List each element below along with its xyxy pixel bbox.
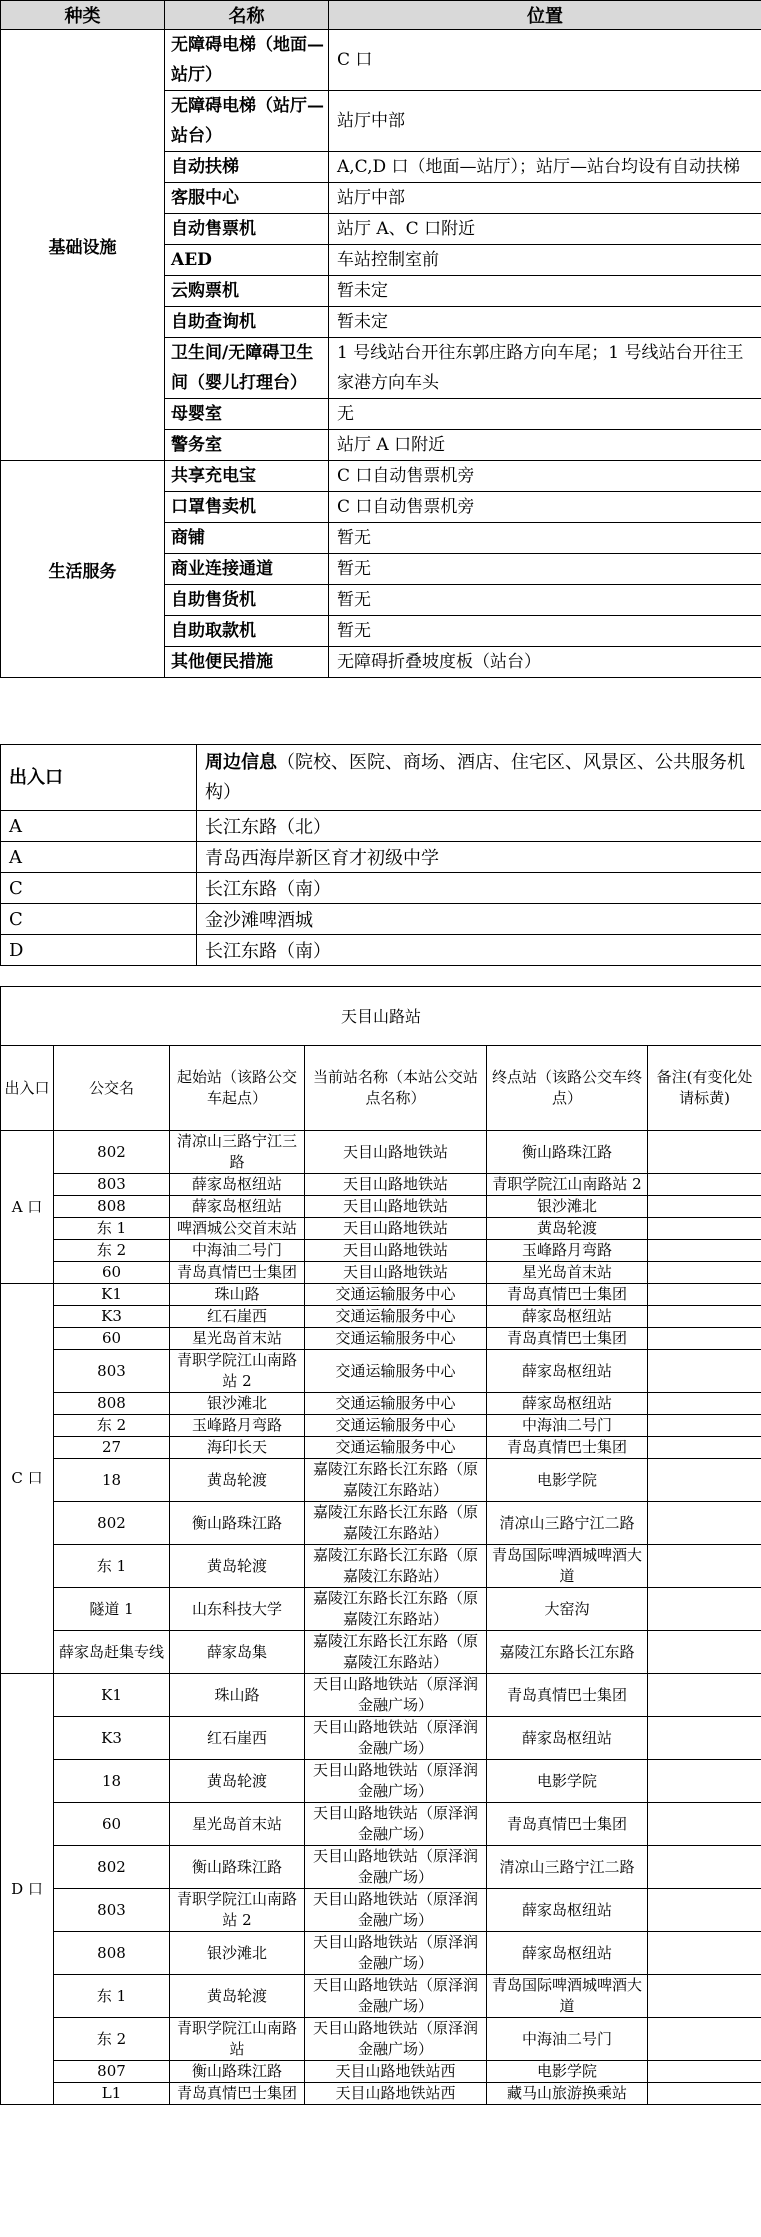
bus-line: K1 <box>54 1284 170 1306</box>
bus-start: 薛家岛集 <box>170 1631 305 1674</box>
bus-end: 薛家岛枢纽站 <box>487 1393 648 1415</box>
bus-line: 803 <box>54 1889 170 1932</box>
bus-current: 交通运输服务中心 <box>305 1393 487 1415</box>
bus-line: 东 2 <box>54 1240 170 1262</box>
bus-start: 青岛真情巴士集团 <box>170 1262 305 1284</box>
bus-row <box>1 1328 761 1350</box>
facility-name: 其他便民措施 <box>165 647 329 678</box>
bus-row <box>1 1393 761 1415</box>
facility-name: 口罩售卖机 <box>165 492 329 523</box>
bus-note <box>648 1262 761 1284</box>
bus-end: 青职学院江山南路站 2 <box>487 1174 648 1196</box>
bus-start: 衡山路珠江路 <box>170 2061 305 2083</box>
bus-row <box>1 1975 761 2018</box>
bus-row <box>1 1437 761 1459</box>
bus-end: 青岛真情巴士集团 <box>487 1674 648 1717</box>
bus-title-row <box>1 987 761 1046</box>
bus-line: 808 <box>54 1932 170 1975</box>
surroundings-info: 金沙滩啤酒城 <box>197 904 761 935</box>
facility-row <box>1 30 761 91</box>
bus-start: 薛家岛枢纽站 <box>170 1174 305 1196</box>
bus-end: 清凉山三路宁江二路 <box>487 1502 648 1545</box>
bus-start: 星光岛首末站 <box>170 1803 305 1846</box>
facility-name: AED <box>165 245 329 276</box>
bus-note <box>648 2083 761 2105</box>
surroundings-row <box>1 842 761 873</box>
bus-note <box>648 1846 761 1889</box>
bus-start: 青职学院江山南路站 <box>170 2018 305 2061</box>
facility-location: 站厅 A 口附近 <box>329 430 761 461</box>
bus-start: 黄岛轮渡 <box>170 1459 305 1502</box>
bus-line: 807 <box>54 2061 170 2083</box>
bus-row <box>1 1803 761 1846</box>
facility-name: 商业连接通道 <box>165 554 329 585</box>
bus-start: 海印长天 <box>170 1437 305 1459</box>
surroundings-header-row <box>1 745 761 811</box>
bus-end: 青岛真情巴士集团 <box>487 1437 648 1459</box>
bus-end: 银沙滩北 <box>487 1196 648 1218</box>
bus-start: 青职学院江山南路站 2 <box>170 1889 305 1932</box>
bus-end: 嘉陵江东路长江东路 <box>487 1631 648 1674</box>
bus-note <box>648 1240 761 1262</box>
bus-current: 交通运输服务中心 <box>305 1350 487 1393</box>
bus-start: 红石崖西 <box>170 1306 305 1328</box>
bus-row <box>1 1459 761 1502</box>
bus-row <box>1 2018 761 2061</box>
bus-note <box>648 1437 761 1459</box>
bus-line: 802 <box>54 1502 170 1545</box>
bus-row <box>1 1588 761 1631</box>
facility-location: 暂无 <box>329 523 761 554</box>
facility-category: 生活服务 <box>1 461 165 678</box>
header-location: 位置 <box>329 1 761 30</box>
bus-end: 薛家岛枢纽站 <box>487 1717 648 1760</box>
bus-end: 黄岛轮渡 <box>487 1218 648 1240</box>
facility-row <box>1 461 761 492</box>
bus-current: 天目山路地铁站（原泽润金融广场） <box>305 2018 487 2061</box>
header-category: 种类 <box>1 1 165 30</box>
bus-end: 中海油二号门 <box>487 2018 648 2061</box>
bus-current: 交通运输服务中心 <box>305 1415 487 1437</box>
bus-row <box>1 1262 761 1284</box>
bus-current: 交通运输服务中心 <box>305 1284 487 1306</box>
bus-end: 电影学院 <box>487 2061 648 2083</box>
bus-line: 隧道 1 <box>54 1588 170 1631</box>
bus-end: 星光岛首末站 <box>487 1262 648 1284</box>
bus-current: 天目山路地铁站 <box>305 1131 487 1174</box>
surroundings-row <box>1 873 761 904</box>
bus-start: 黄岛轮渡 <box>170 1545 305 1588</box>
facility-location: 站厅 A、C 口附近 <box>329 214 761 245</box>
bus-note <box>648 1306 761 1328</box>
facility-name: 客服中心 <box>165 183 329 214</box>
surroundings-info: 长江东路（南） <box>197 935 761 966</box>
bus-row <box>1 1174 761 1196</box>
header-name: 名称 <box>165 1 329 30</box>
header-info <box>197 745 761 811</box>
bus-line: 803 <box>54 1174 170 1196</box>
bus-station-title: 天目山路站 <box>1 987 761 1046</box>
bus-note <box>648 1803 761 1846</box>
bus-header-exit: 出入口 <box>1 1046 54 1131</box>
bus-row <box>1 2083 761 2105</box>
bus-current: 嘉陵江东路长江东路（原嘉陵江东路站） <box>305 1545 487 1588</box>
bus-current: 天目山路地铁站（原泽润金融广场） <box>305 1846 487 1889</box>
surroundings-exit: A <box>1 811 197 842</box>
bus-line: 薛家岛赶集专线 <box>54 1631 170 1674</box>
bus-exit: D 口 <box>1 1674 54 2105</box>
facility-name: 母婴室 <box>165 399 329 430</box>
surroundings-info: 长江东路（南） <box>197 873 761 904</box>
bus-line: 18 <box>54 1459 170 1502</box>
bus-start: 红石崖西 <box>170 1717 305 1760</box>
bus-line: 东 1 <box>54 1975 170 2018</box>
surroundings-exit: A <box>1 842 197 873</box>
bus-start: 青职学院江山南路站 2 <box>170 1350 305 1393</box>
bus-line: K3 <box>54 1306 170 1328</box>
bus-header-line: 公交名 <box>54 1046 170 1131</box>
bus-end: 青岛国际啤酒城啤酒大道 <box>487 1545 648 1588</box>
bus-row <box>1 1240 761 1262</box>
bus-line: 东 2 <box>54 1415 170 1437</box>
bus-exit: C 口 <box>1 1284 54 1674</box>
facility-name: 云购票机 <box>165 276 329 307</box>
bus-current: 天目山路地铁站 <box>305 1196 487 1218</box>
bus-note <box>648 1760 761 1803</box>
bus-start: 青岛真情巴士集团 <box>170 2083 305 2105</box>
bus-end: 薛家岛枢纽站 <box>487 1306 648 1328</box>
bus-row <box>1 1131 761 1174</box>
bus-end: 藏马山旅游换乘站 <box>487 2083 648 2105</box>
bus-row <box>1 1218 761 1240</box>
bus-row <box>1 1502 761 1545</box>
bus-header-current: 当前站名称（本站公交站点名称） <box>305 1046 487 1131</box>
bus-note <box>648 1717 761 1760</box>
facility-location: 暂未定 <box>329 307 761 338</box>
bus-start: 玉峰路月弯路 <box>170 1415 305 1437</box>
bus-row <box>1 1932 761 1975</box>
bus-current: 嘉陵江东路长江东路（原嘉陵江东路站） <box>305 1631 487 1674</box>
surroundings-table <box>0 744 761 966</box>
bus-current: 交通运输服务中心 <box>305 1306 487 1328</box>
bus-start: 银沙滩北 <box>170 1932 305 1975</box>
bus-start: 珠山路 <box>170 1284 305 1306</box>
bus-current: 天目山路地铁站西 <box>305 2083 487 2105</box>
bus-row <box>1 1889 761 1932</box>
bus-line: 802 <box>54 1131 170 1174</box>
bus-header-end: 终点站（该路公交车终点） <box>487 1046 648 1131</box>
bus-line: 东 1 <box>54 1218 170 1240</box>
facility-location: 1 号线站台开往东郭庄路方向车尾；1 号线站台开往王家港方向车头 <box>329 338 761 399</box>
bus-note <box>648 1932 761 1975</box>
bus-note <box>648 1196 761 1218</box>
bus-current: 交通运输服务中心 <box>305 1328 487 1350</box>
bus-current: 天目山路地铁站（原泽润金融广场） <box>305 1932 487 1975</box>
facility-location: 无障碍折叠坡度板（站台） <box>329 647 761 678</box>
bus-current: 天目山路地铁站（原泽润金融广场） <box>305 1760 487 1803</box>
bus-end: 薛家岛枢纽站 <box>487 1889 648 1932</box>
bus-current: 嘉陵江东路长江东路（原嘉陵江东路站） <box>305 1502 487 1545</box>
bus-note <box>648 1631 761 1674</box>
facility-name: 自动扶梯 <box>165 152 329 183</box>
bus-line: 60 <box>54 1262 170 1284</box>
bus-line: 18 <box>54 1760 170 1803</box>
bus-exit: A 口 <box>1 1131 54 1284</box>
header-exit: 出入口 <box>1 745 197 811</box>
bus-line: 808 <box>54 1196 170 1218</box>
bus-row <box>1 1631 761 1674</box>
facility-location: 暂无 <box>329 616 761 647</box>
bus-note <box>648 1350 761 1393</box>
facility-location: C 口自动售票机旁 <box>329 492 761 523</box>
bus-note <box>648 1218 761 1240</box>
bus-note <box>648 1328 761 1350</box>
bus-row <box>1 1284 761 1306</box>
bus-start: 啤酒城公交首末站 <box>170 1218 305 1240</box>
bus-start: 中海油二号门 <box>170 1240 305 1262</box>
bus-current: 交通运输服务中心 <box>305 1437 487 1459</box>
bus-end: 玉峰路月弯路 <box>487 1240 648 1262</box>
bus-note <box>648 1588 761 1631</box>
bus-note <box>648 1174 761 1196</box>
bus-note <box>648 1459 761 1502</box>
bus-note <box>648 1975 761 2018</box>
surroundings-row <box>1 904 761 935</box>
bus-end: 中海油二号门 <box>487 1415 648 1437</box>
facilities-header-row <box>1 1 761 30</box>
facility-name: 商铺 <box>165 523 329 554</box>
header-info-bold: 周边信息 <box>205 751 277 773</box>
bus-row <box>1 1306 761 1328</box>
bus-line: 60 <box>54 1328 170 1350</box>
bus-start: 星光岛首末站 <box>170 1328 305 1350</box>
surroundings-exit: C <box>1 873 197 904</box>
bus-end: 青岛真情巴士集团 <box>487 1284 648 1306</box>
bus-start: 衡山路珠江路 <box>170 1846 305 1889</box>
bus-end: 薛家岛枢纽站 <box>487 1350 648 1393</box>
bus-end: 青岛真情巴士集团 <box>487 1328 648 1350</box>
surroundings-exit: C <box>1 904 197 935</box>
facility-location: 车站控制室前 <box>329 245 761 276</box>
bus-current: 天目山路地铁站 <box>305 1218 487 1240</box>
facility-name: 警务室 <box>165 430 329 461</box>
facility-location: 站厅中部 <box>329 91 761 152</box>
bus-line: 东 1 <box>54 1545 170 1588</box>
bus-start: 山东科技大学 <box>170 1588 305 1631</box>
bus-start: 珠山路 <box>170 1674 305 1717</box>
facilities-table <box>0 0 761 678</box>
facility-location: 站厅中部 <box>329 183 761 214</box>
bus-line: 808 <box>54 1393 170 1415</box>
bus-line: 27 <box>54 1437 170 1459</box>
bus-start: 薛家岛枢纽站 <box>170 1196 305 1218</box>
bus-note <box>648 2018 761 2061</box>
bus-start: 黄岛轮渡 <box>170 1760 305 1803</box>
bus-current: 天目山路地铁站西 <box>305 2061 487 2083</box>
bus-table <box>0 986 761 2105</box>
bus-row <box>1 1674 761 1717</box>
bus-note <box>648 1284 761 1306</box>
bus-current: 天目山路地铁站 <box>305 1174 487 1196</box>
bus-line: 803 <box>54 1350 170 1393</box>
surroundings-row <box>1 811 761 842</box>
bus-current: 天目山路地铁站 <box>305 1262 487 1284</box>
header-info-detail: （院校、医院、商场、酒店、住宅区、风景区、公共服务机构） <box>205 751 745 803</box>
bus-row <box>1 1196 761 1218</box>
bus-row <box>1 1350 761 1393</box>
bus-line: L1 <box>54 2083 170 2105</box>
bus-end: 薛家岛枢纽站 <box>487 1932 648 1975</box>
bus-current: 嘉陵江东路长江东路（原嘉陵江东路站） <box>305 1588 487 1631</box>
facility-name: 自助查询机 <box>165 307 329 338</box>
bus-header-start: 起始站（该路公交车起点） <box>170 1046 305 1131</box>
bus-start: 黄岛轮渡 <box>170 1975 305 2018</box>
bus-row <box>1 1717 761 1760</box>
surroundings-info: 青岛西海岸新区育才初级中学 <box>197 842 761 873</box>
facility-location: 暂无 <box>329 554 761 585</box>
facility-location: 暂未定 <box>329 276 761 307</box>
bus-current: 天目山路地铁站 <box>305 1240 487 1262</box>
facility-name: 自助售货机 <box>165 585 329 616</box>
bus-end: 清凉山三路宁江二路 <box>487 1846 648 1889</box>
facility-location: 暂无 <box>329 585 761 616</box>
bus-line: K3 <box>54 1717 170 1760</box>
bus-note <box>648 1502 761 1545</box>
bus-current: 天目山路地铁站（原泽润金融广场） <box>305 1889 487 1932</box>
bus-note <box>648 1131 761 1174</box>
bus-line: 东 2 <box>54 2018 170 2061</box>
bus-current: 天目山路地铁站（原泽润金融广场） <box>305 1803 487 1846</box>
bus-note <box>648 1393 761 1415</box>
bus-current: 嘉陵江东路长江东路（原嘉陵江东路站） <box>305 1459 487 1502</box>
facility-location: A,C,D 口（地面—站厅）；站厅—站台均设有自动扶梯 <box>329 152 761 183</box>
facility-name: 卫生间/无障碍卫生间（婴儿打理台） <box>165 338 329 399</box>
bus-end: 电影学院 <box>487 1760 648 1803</box>
bus-row <box>1 2061 761 2083</box>
bus-header-row <box>1 1046 761 1131</box>
facility-location: C 口自动售票机旁 <box>329 461 761 492</box>
surroundings-row <box>1 935 761 966</box>
bus-start: 清凉山三路宁江三路 <box>170 1131 305 1174</box>
bus-current: 天目山路地铁站（原泽润金融广场） <box>305 1674 487 1717</box>
bus-end: 大窑沟 <box>487 1588 648 1631</box>
bus-line: 802 <box>54 1846 170 1889</box>
bus-note <box>648 1674 761 1717</box>
bus-start: 衡山路珠江路 <box>170 1502 305 1545</box>
bus-current: 天目山路地铁站（原泽润金融广场） <box>305 1975 487 2018</box>
bus-current: 天目山路地铁站（原泽润金融广场） <box>305 1717 487 1760</box>
bus-line: K1 <box>54 1674 170 1717</box>
bus-row <box>1 1415 761 1437</box>
facility-category: 基础设施 <box>1 30 165 461</box>
bus-header-note: 备注(有变化处请标黄) <box>648 1046 761 1131</box>
surroundings-info: 长江东路（北） <box>197 811 761 842</box>
bus-start: 银沙滩北 <box>170 1393 305 1415</box>
bus-end: 青岛真情巴士集团 <box>487 1803 648 1846</box>
facility-name: 共享充电宝 <box>165 461 329 492</box>
bus-note <box>648 1545 761 1588</box>
facility-location: 无 <box>329 399 761 430</box>
bus-row <box>1 1545 761 1588</box>
facility-name: 自助取款机 <box>165 616 329 647</box>
bus-row <box>1 1846 761 1889</box>
bus-end: 青岛国际啤酒城啤酒大道 <box>487 1975 648 2018</box>
bus-end: 衡山路珠江路 <box>487 1131 648 1174</box>
bus-row <box>1 1760 761 1803</box>
bus-note <box>648 1889 761 1932</box>
bus-line: 60 <box>54 1803 170 1846</box>
facility-location: C 口 <box>329 30 761 91</box>
bus-end: 电影学院 <box>487 1459 648 1502</box>
bus-note <box>648 2061 761 2083</box>
surroundings-exit: D <box>1 935 197 966</box>
facility-name: 无障碍电梯（地面—站厅） <box>165 30 329 91</box>
facility-name: 自动售票机 <box>165 214 329 245</box>
bus-note <box>648 1415 761 1437</box>
facility-name: 无障碍电梯（站厅—站台） <box>165 91 329 152</box>
